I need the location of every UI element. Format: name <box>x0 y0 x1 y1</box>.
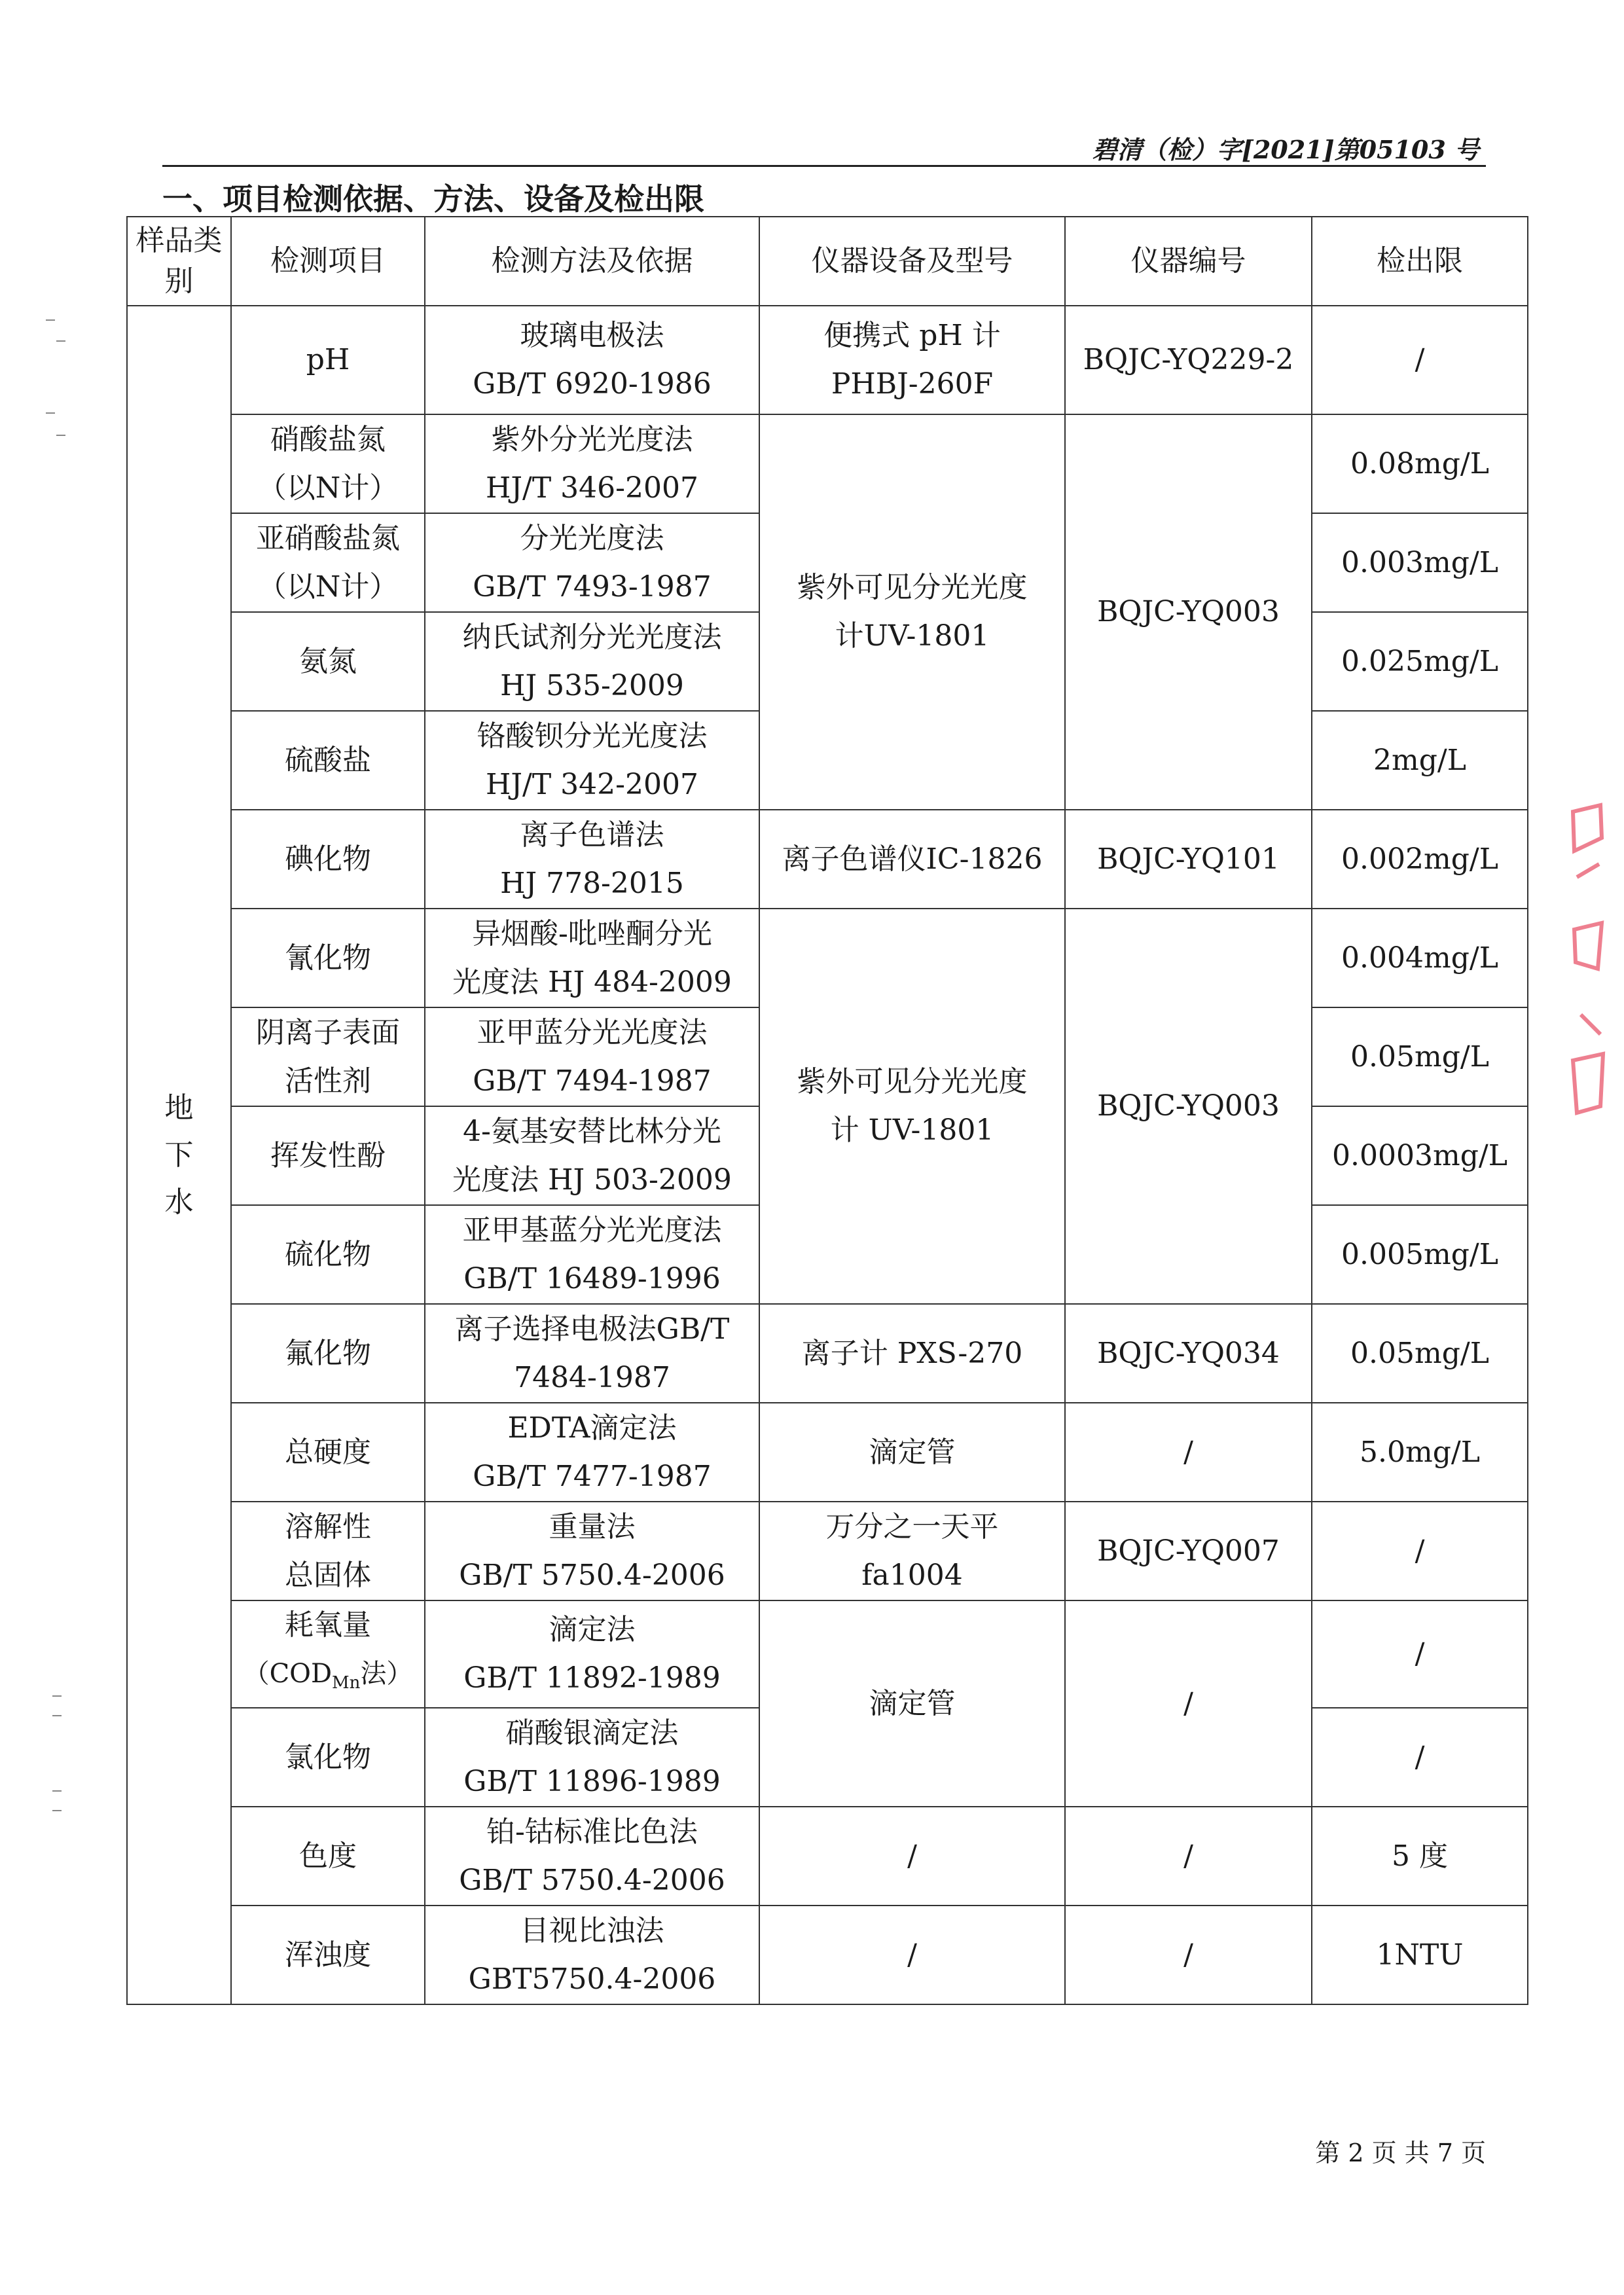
limit-cell: / <box>1312 1502 1528 1600</box>
scan-mark <box>52 1715 62 1716</box>
limit-cell: 5 度 <box>1312 1807 1528 1906</box>
method-cell: 紫外分光光度法 HJ/T 346-2007 <box>425 414 759 513</box>
item-cell: 亚硝酸盐氮 （以N计） <box>231 513 425 612</box>
report-number: 碧清（检）字[2021]第05103 号 <box>1092 135 1479 164</box>
instrument-cell: 便携式 pH 计 PHBJ-260F <box>759 306 1065 414</box>
scan-mark <box>52 1810 62 1811</box>
item-cell: 氟化物 <box>231 1304 425 1403</box>
limit-cell: 0.08mg/L <box>1312 414 1528 513</box>
instrument-no-cell: BQJC-YQ034 <box>1065 1304 1312 1403</box>
item-cell: 氯化物 <box>231 1708 425 1807</box>
instrument-cell: / <box>759 1906 1065 2004</box>
item-cell: 氨氮 <box>231 612 425 711</box>
header-rule <box>162 165 1486 167</box>
method-cell: 异烟酸-吡唑酮分光 光度法 HJ 484-2009 <box>425 909 759 1007</box>
limit-cell: 0.05mg/L <box>1312 1304 1528 1403</box>
method-cell: 铂-钴标准比色法 GB/T 5750.4-2006 <box>425 1807 759 1906</box>
item-cell: 色度 <box>231 1807 425 1906</box>
limit-cell: 0.025mg/L <box>1312 612 1528 711</box>
item-cell: 硫化物 <box>231 1205 425 1304</box>
table-row <box>127 306 1528 414</box>
limit-cell: 1NTU <box>1312 1906 1528 2004</box>
limit-cell: / <box>1312 306 1528 414</box>
page-number: 第 2 页 共 7 页 <box>1315 2139 1486 2167</box>
instrument-no-cell: BQJC-YQ101 <box>1065 810 1312 909</box>
item-cell: pH <box>231 306 425 414</box>
limit-cell: 0.0003mg/L <box>1312 1106 1528 1205</box>
limit-cell: / <box>1312 1600 1528 1708</box>
method-cell: 纳氏试剂分光光度法 HJ 535-2009 <box>425 612 759 711</box>
method-table <box>126 216 1528 2005</box>
method-cell: 重量法 GB/T 5750.4-2006 <box>425 1502 759 1600</box>
limit-cell: 5.0mg/L <box>1312 1403 1528 1502</box>
item-cell: 浑浊度 <box>231 1906 425 2004</box>
method-cell: 铬酸钡分光光度法 HJ/T 342-2007 <box>425 711 759 810</box>
limit-cell: 2mg/L <box>1312 711 1528 810</box>
instrument-cell: / <box>759 1807 1065 1906</box>
limit-cell: 0.003mg/L <box>1312 513 1528 612</box>
table-header-row <box>127 217 1528 306</box>
table-row <box>127 1807 1528 1906</box>
table-row <box>127 810 1528 909</box>
item-cell: 挥发性酚 <box>231 1106 425 1205</box>
instrument-cell-uv-2: 紫外可见分光光度 计 UV-1801 <box>759 909 1065 1304</box>
header-instrument: 仪器设备及型号 <box>759 217 1065 306</box>
method-cell: 亚甲蓝分光光度法 GB/T 7494-1987 <box>425 1007 759 1106</box>
instrument-no-cell: / <box>1065 1807 1312 1906</box>
method-cell: 分光光度法 GB/T 7493-1987 <box>425 513 759 612</box>
item-cell: 耗氧量 （$COD_{Mn}$法） <box>231 1600 425 1708</box>
table-row <box>127 1403 1528 1502</box>
method-cell: EDTA滴定法 GB/T 7477-1987 <box>425 1403 759 1502</box>
instrument-no-cell-uv-2: BQJC-YQ003 <box>1065 909 1312 1304</box>
table-row <box>127 1502 1528 1600</box>
item-cell: 硫酸盐 <box>231 711 425 810</box>
method-cell: 目视比浊法 GBT5750.4-2006 <box>425 1906 759 2004</box>
method-cell: 滴定法 GB/T 11892-1989 <box>425 1600 759 1708</box>
header-detection-limit: 检出限 <box>1312 217 1528 306</box>
method-cell: 4-氨基安替比林分光 光度法 HJ 503-2009 <box>425 1106 759 1205</box>
instrument-no-cell: / <box>1065 1906 1312 2004</box>
header-method: 检测方法及依据 <box>425 217 759 306</box>
limit-cell: 0.004mg/L <box>1312 909 1528 1007</box>
header-sample-category: 样品类别 <box>127 217 231 306</box>
table-row <box>127 1906 1528 2004</box>
section-title: 一、项目检测依据、方法、设备及检出限 <box>162 181 704 217</box>
method-cell: 玻璃电极法 GB/T 6920-1986 <box>425 306 759 414</box>
seal-stamp-icon <box>1568 799 1607 1132</box>
scan-mark <box>52 1790 62 1792</box>
table-row <box>127 414 1528 513</box>
item-cell: 氰化物 <box>231 909 425 1007</box>
instrument-no-cell-uv-1: BQJC-YQ003 <box>1065 414 1312 810</box>
scan-mark <box>52 1695 62 1697</box>
method-cell: 硝酸银滴定法 GB/T 11896-1989 <box>425 1708 759 1807</box>
scan-mark <box>56 435 65 436</box>
header-item: 检测项目 <box>231 217 425 306</box>
table-row <box>127 1304 1528 1403</box>
method-cell: 离子色谱法 HJ 778-2015 <box>425 810 759 909</box>
instrument-cell: 离子色谱仪IC-1826 <box>759 810 1065 909</box>
method-cell: 离子选择电极法GB/T 7484-1987 <box>425 1304 759 1403</box>
limit-cell: / <box>1312 1708 1528 1807</box>
table-row <box>127 909 1528 1007</box>
scan-mark <box>56 340 65 342</box>
instrument-cell: 离子计 PXS-270 <box>759 1304 1065 1403</box>
instrument-no-cell: BQJC-YQ229-2 <box>1065 306 1312 414</box>
instrument-cell-titration: 滴定管 <box>759 1600 1065 1807</box>
item-cell: 阴离子表面 活性剂 <box>231 1007 425 1106</box>
header-instrument-no: 仪器编号 <box>1065 217 1312 306</box>
item-cell: 总硬度 <box>231 1403 425 1502</box>
instrument-cell: 滴定管 <box>759 1403 1065 1502</box>
table-row <box>127 1600 1528 1708</box>
instrument-no-cell-titration: / <box>1065 1600 1312 1807</box>
scan-mark <box>46 319 55 321</box>
item-cell: 硝酸盐氮 （以N计） <box>231 414 425 513</box>
method-cell: 亚甲基蓝分光光度法 GB/T 16489-1996 <box>425 1205 759 1304</box>
instrument-cell: 万分之一天平 fa1004 <box>759 1502 1065 1600</box>
limit-cell: 0.05mg/L <box>1312 1007 1528 1106</box>
limit-cell: 0.005mg/L <box>1312 1205 1528 1304</box>
instrument-no-cell: / <box>1065 1403 1312 1502</box>
limit-cell: 0.002mg/L <box>1312 810 1528 909</box>
scan-mark <box>46 412 55 414</box>
instrument-no-cell: BQJC-YQ007 <box>1065 1502 1312 1600</box>
item-cell: 溶解性 总固体 <box>231 1502 425 1600</box>
item-cell: 碘化物 <box>231 810 425 909</box>
instrument-cell-uv-1: 紫外可见分光光度 计UV-1801 <box>759 414 1065 810</box>
sample-category: 地下水 <box>127 306 231 2004</box>
